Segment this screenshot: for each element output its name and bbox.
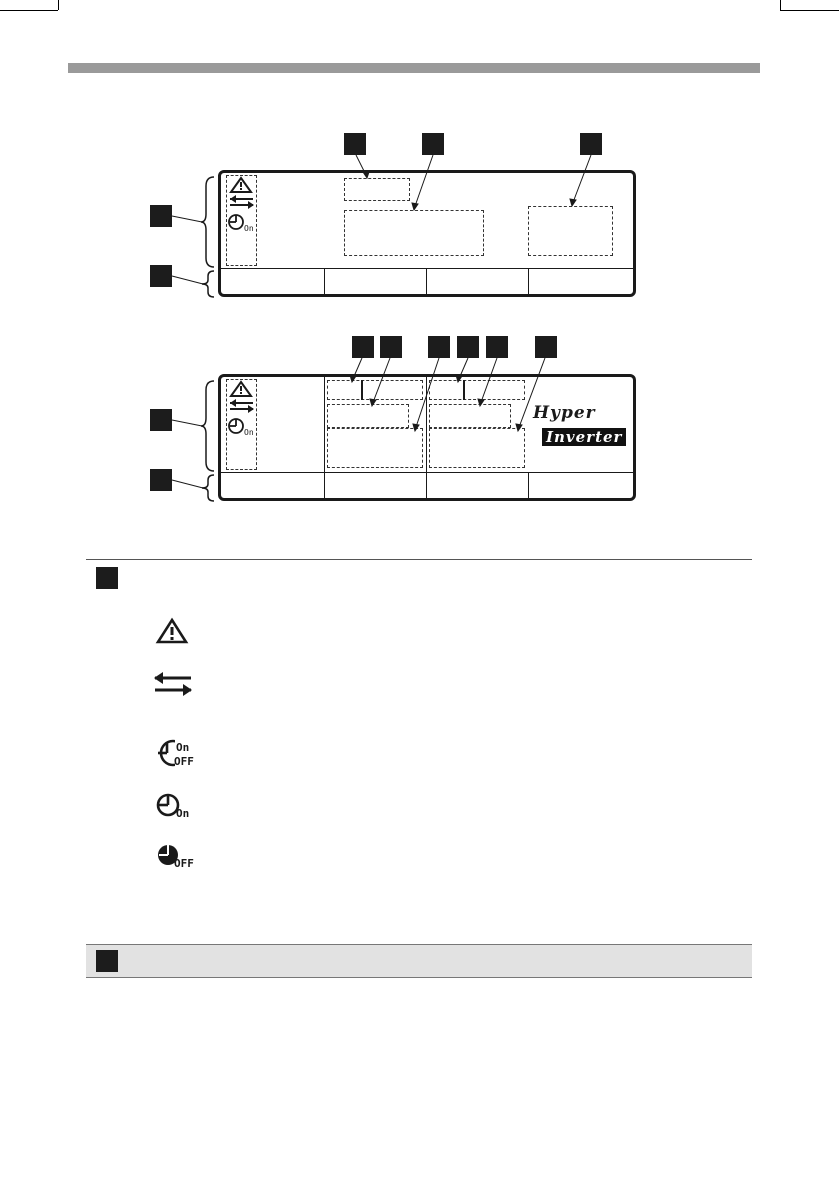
timer-off-icon	[156, 843, 196, 869]
svg-text:On: On	[244, 428, 254, 437]
timer-on-off-icon	[156, 738, 196, 768]
svg-text:OFF: OFF	[174, 857, 194, 870]
section-divider	[86, 559, 752, 560]
svg-text:On: On	[176, 741, 190, 754]
timer-on-icon	[228, 417, 258, 437]
arrows-exchange-icon	[229, 399, 255, 413]
warning-icon	[230, 381, 252, 397]
warning-icon	[156, 618, 188, 644]
callout-lines	[0, 0, 839, 520]
arrows-exchange-icon	[153, 672, 193, 696]
section-marker	[96, 950, 118, 972]
svg-text:On: On	[244, 224, 254, 233]
logo-inverter: Inverter	[542, 428, 626, 446]
timer-on-icon	[156, 793, 196, 819]
logo-hyper: Hyper	[533, 403, 596, 423]
section-header-bar	[86, 944, 752, 978]
svg-text:OFF: OFF	[174, 755, 194, 768]
section-marker	[96, 567, 118, 589]
svg-text:On: On	[176, 807, 190, 820]
